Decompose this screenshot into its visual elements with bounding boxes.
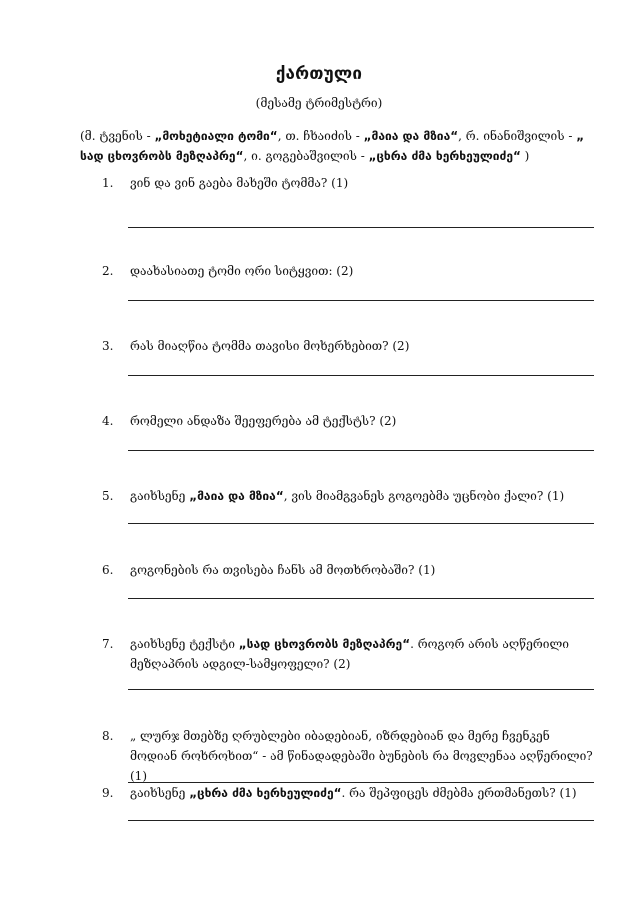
question-text-part: დაახასიათე ტომი ორი სიტყვით: (2) bbox=[130, 264, 354, 278]
answer-line[interactable] bbox=[128, 450, 594, 451]
question-work-title: „სად ცხოვრობს მეზღაპრე“ bbox=[238, 637, 411, 651]
question-number: 6. bbox=[102, 563, 114, 577]
question-number: 8. bbox=[102, 729, 114, 743]
answer-line[interactable] bbox=[128, 820, 594, 821]
intro-work-title: „მაია და მზია“ bbox=[363, 129, 459, 143]
question-text-part: გოგონების რა თვისება ჩანს ამ მოთხრობაში? (1) bbox=[130, 563, 436, 577]
question-work-title: „მაია და მზია“ bbox=[189, 489, 284, 503]
intro-work-title: „ სად ცხოვრობს მეზღაპრე“ bbox=[80, 129, 585, 163]
question-number: 2. bbox=[102, 264, 114, 278]
question-text bbox=[130, 634, 600, 674]
question-number: 7. bbox=[102, 637, 114, 651]
question-text-part: . რა შეპფიცეს ძმებმა ერთმანეთს? (1) bbox=[341, 786, 577, 800]
answer-line[interactable] bbox=[128, 300, 594, 301]
question-text bbox=[130, 560, 600, 580]
question-text-part: რას მიაღწია ტომმა თავისი მოხერხებით? (2) bbox=[130, 339, 410, 353]
question-number: 5. bbox=[102, 489, 114, 503]
intro-paragraph bbox=[80, 126, 600, 166]
intro-text: , რ. ინანიშვილის - bbox=[458, 129, 577, 143]
page-subtitle: (მესამე ტრიმესტრი) bbox=[255, 96, 383, 110]
intro-text: , ი. გოგებაშვილის - bbox=[243, 149, 369, 163]
question-text bbox=[130, 261, 600, 281]
question-text bbox=[130, 336, 600, 356]
question-text bbox=[130, 173, 600, 193]
question-text bbox=[130, 411, 600, 431]
question-text-part: გაიხსენე bbox=[130, 489, 190, 503]
answer-line[interactable] bbox=[128, 227, 594, 228]
intro-text: ) bbox=[520, 149, 530, 163]
answer-line[interactable] bbox=[128, 689, 594, 690]
question-text bbox=[130, 726, 600, 786]
intro-work-title: „მოხეტიალი ტომი“ bbox=[154, 129, 278, 143]
question-text bbox=[130, 783, 600, 803]
answer-line[interactable] bbox=[128, 523, 594, 524]
page-title: ქართული bbox=[275, 64, 363, 84]
question-number: 3. bbox=[102, 339, 114, 353]
question-text-part: გაიხსენე bbox=[130, 786, 190, 800]
question-number: 4. bbox=[102, 414, 114, 428]
question-work-title: „ცხრა ძმა ხერხეულიძე“ bbox=[189, 786, 342, 800]
intro-text: , თ. ჩხაიძის - bbox=[277, 129, 364, 143]
question-number: 9. bbox=[102, 786, 114, 800]
intro-work-title: „ცხრა ძმა ხერხეულიძე“ bbox=[368, 149, 521, 163]
answer-line[interactable] bbox=[128, 375, 594, 376]
question-number: 1. bbox=[102, 176, 114, 190]
intro-text: (მ. ტვენის - bbox=[80, 129, 155, 143]
question-text bbox=[130, 486, 600, 506]
question-text-part: რომელი ანდაზა შეეფერება ამ ტექსტს? (2) bbox=[130, 414, 397, 428]
question-text-part: გაიხსენე ტექსტი bbox=[130, 637, 239, 651]
question-text-part: , ვის მიამგვანეს გოგოებმა უცნობი ქალი? (1) bbox=[283, 489, 565, 503]
answer-line[interactable] bbox=[128, 598, 594, 599]
question-text-part: „ ლურჯ მთებზე ღრუბლები იბადებიან, იზრდებიან და მერე ჩვენკენ მოდიან როხროხით“ - ამ წინადადებაში ბუნების რა მოვლენაა აღწერილი? (1) bbox=[130, 729, 593, 783]
question-text-part: . როგორ არის აღწერილი მეზღაპრის ადგილ-სამყოფელი? (2) bbox=[130, 637, 569, 671]
question-text-part: ვინ და ვინ გაება მახეში ტომმა? (1) bbox=[130, 176, 349, 190]
